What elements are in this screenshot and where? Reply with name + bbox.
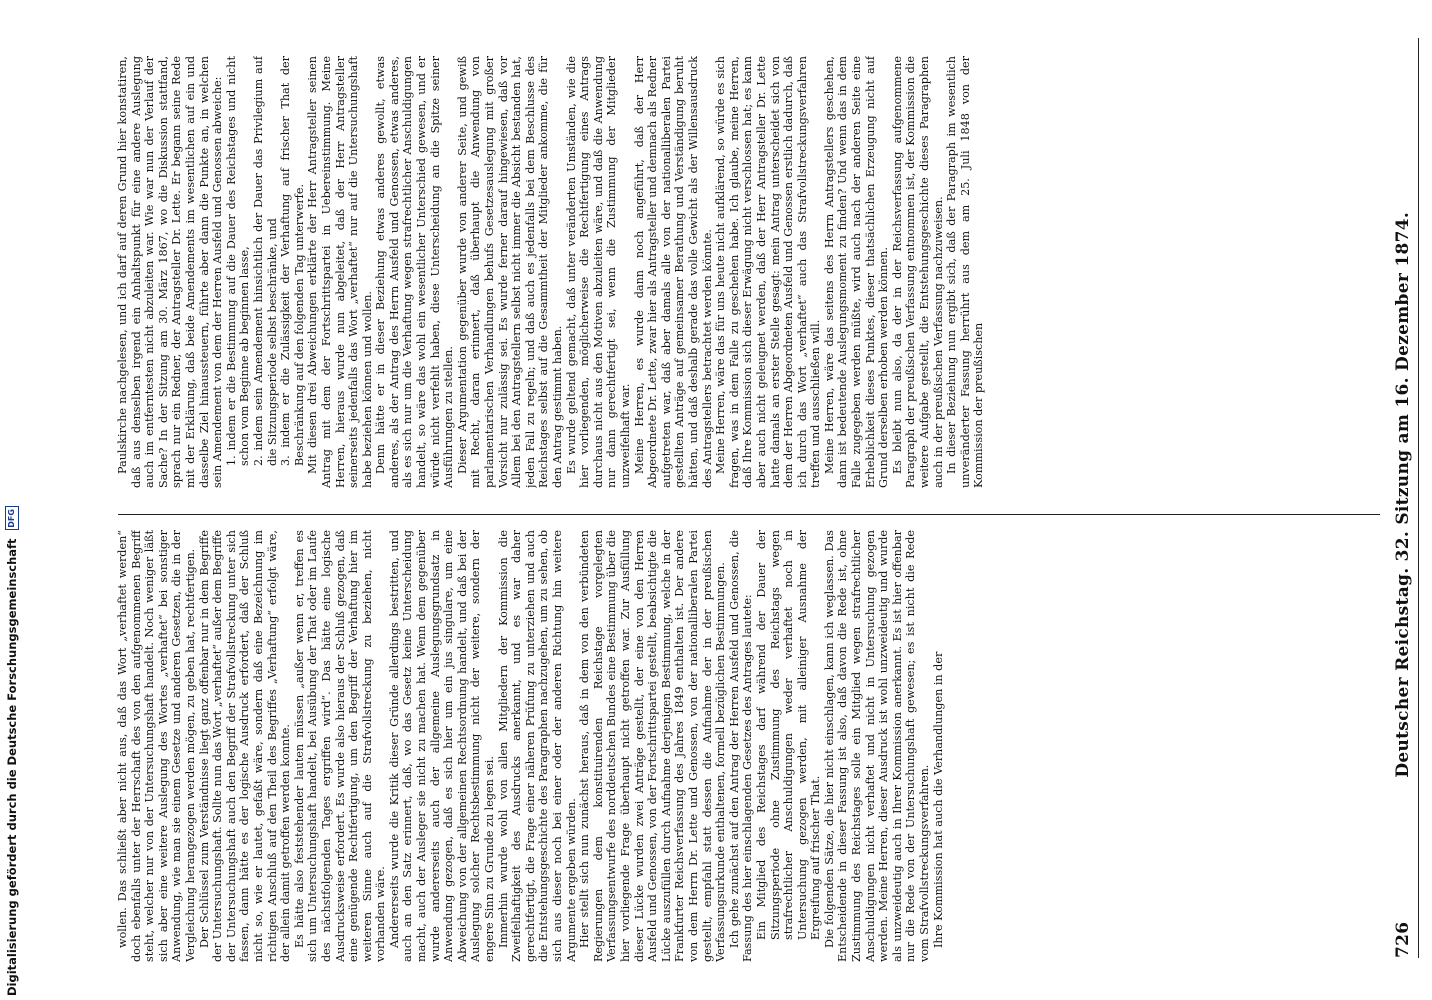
- paragraph: wollen. Das schließt aber nicht aus, daß das Wort „verhaftet werden“ doch ebenfalls unter der Herrschaft des von den aufgenommenen Begriff steht, welcher nur von der Untersuchungshaft handelt. Noch weniger läßt sich aber eine weitere Auslegung des Wortes „verhaftet“ bei sonstiger Anwendung, wie man sie einem Gesetze und anderen Gesetzen, die in der Vergleichung herangezogen werden mögen, zu geben hat, rechtfertigen.: [116, 530, 197, 962]
- page-header: [1388, 38, 1419, 958]
- paragraph: Es bleibt nun also, da der in der Reichsverfassung aufgenommene Paragraph der preußischen Verfassung entnommen ist, der Kommission die weitere Aufgabe gestellt, die Entstehungsgeschichte dieses Paragraphen auch in der preußischen Verfassung nachzuweisen.: [890, 56, 945, 488]
- digitization-note: Digitalisierung gefördert durch die Deutsche Forschungsgemeinschaft: [5, 538, 19, 996]
- running-title: Deutscher Reichstag. 32. Sitzung am 16. Dezember 1874.: [1393, 211, 1413, 778]
- paragraph: Paulskirche nachgelesen, und ich darf auf deren Grund hier konstatiren, daß aus denselben irgend ein Anhaltspunkt für eine andere Auslegung auch im entferntesten nicht abzuleiten war. Wie war nun der Verlauf der Sache? In der Sitzung am 30. März 1867, wo die Diskussion stattfand, sprach nur ein Redner, der Antragsteller Dr. Lette. Er begann seine Rede mit der Erklärung, daß beide Amendements im wesentlichen auf ein und dasselbe Ziel hinaussteuern, führte aber dann die Punkte an, in welchen sein Amendement von dem der Herren Ausfeld und Genossen abweiche:: [116, 56, 225, 488]
- paragraph: Andererseits wurde die Kritik dieser Gründe allerdings bestritten, und auch an den Satz erinnert, daß, wo das Gesetz keine Unterscheidung macht, auch der Ausleger sie nicht zu machen hat. Wenn dem gegenüber wurde andererseits auch der allgemeine Auslegungsgrundsatz in Anwendung gezogen, daß es sich hier um ein jus singulare, um eine Abweichung von der allgemeinen Rechtsordnung handelt, und daß bei der Auslegung solcher Rechtsbestimmung nicht der weitere, sondern der engere Sinn zu Grunde zu legen sei.: [387, 530, 497, 962]
- paragraph: In dieser Beziehung nun ergibt sich, daß der Paragraph im wesentlich unveränderter Fassung herrührt aus dem am 25. Juli 1848 von der Kommission der preußischen: [945, 56, 986, 488]
- list-item: 3. indem er die Zulässigkeit der Verhaftung auf frischer That der Beschränkung auf den folgenden Tag unterwerfe.: [279, 56, 306, 466]
- paragraph: Die folgenden Sätze, die hier nicht einschlagen, kann ich weglassen. Das Entscheidende in dieser Fassung ist also, daß davon die Rede ist, ohne Zustimmung des Reichstages solle ein Mitglied wegen strafrechtlicher Anschuldigungen nicht verhaftet und nicht in Untersuchung gezogen werden. Meine Herren, dieser Ausdruck ist wohl unzweideutig und wurde als unzweideutig auch in Ihrer Kommission anerkannt. Es ist hier offenbar nur die Rede von der Untersuchungshaft gewesen; es ist nicht die Rede vom Strafvollstreckungsverfahren.: [822, 530, 932, 962]
- dfg-logo: DFG: [5, 506, 19, 530]
- column-left: [116, 530, 1378, 962]
- column-divider: [118, 514, 1380, 515]
- paragraph: Es hätte also feststehender lauten müssen „außer wenn er, treffen es sich um Untersuchungshaft handelt, bei Ausübung der That oder im Laufe des nächstfolgenden Tages ergriffen wird“. Das hätte eine logische Ausdrucksweise erfordert. Es wurde also hieraus der Schluß gezogen, daß eine genügende Rechtfertigung, um den Begriff der Verhaftung hier im weiteren Sinne auch auf die Strafvollstreckung zu beziehen, nicht vorhanden wäre.: [292, 530, 388, 962]
- paragraph: Immerhin wurde wohl von allen Mitgliedern der Kommission die Zweifelhaftigkeit des Ausdrucks anerkannt, und es war daher gerechtfertigt, die Frage einer näheren Prüfung zu unterziehen und auch die Entstehungsgeschichte des Paragraphen nachzugehen, um zu sehen, ob sich aus dieser noch bei einer oder der anderen Richtung hin weitere Argumente ergeben würden.: [496, 530, 578, 962]
- column-right: [116, 56, 1378, 488]
- paragraph: Der Schlüssel zum Verständnisse liegt ganz offenbar nur in dem Begriffe der Untersuchungshaft. Sollte nun das Wort „verhaftet“ außer dem Begriffe der Untersuchungshaft auch den Begriff der Strafvollstreckung unter sich fassen, dann hätte es der logische Ausdruck erfordert, daß der Schluß nicht so, wie er lautet, gefaßt wäre, sondern daß eine Bezeichnung im richtigen Anschluß auf den Theil des Begriffes „Verhaftung“ erfolgt wäre, der allein damit getroffen werden konnte.: [197, 530, 293, 962]
- list-item: 1. indem er die Bestimmung auf die Dauer des Reichstages und nicht schon vom Beginne ab beginnen lasse,: [224, 56, 252, 466]
- paragraph: Ihre Kommission hat auch die Verhandlungen in der: [931, 651, 945, 948]
- paragraph: Ich gehe zunächst auf den Antrag der Herren Ausfeld und Genossen, die Fassung des hier einschlagenden Gesetzes des Antrages lautete:: [727, 530, 755, 962]
- paragraph: Mit diesen drei Abweichungen erklärte der Herr Antragsteller seinen Antrag mit dem der Fortschrittspartei in Uebereinstimmung. Meine Herren, hieraus wurde nun abgeleitet, daß der Herr Antragsteller seinerseits jedenfalls das Wort „verhaftet“ nur auf die Untersuchungshaft habe beziehen können und wollen.: [306, 56, 374, 488]
- quoted-article: Ein Mitglied des Reichstages darf während der Dauer der Sitzungsperiode ohne Zustimmung des Reichstags wegen strafrechtlicher Anschuldigungen weder verhaftet noch in Untersuchung gezogen werden, mit alleiniger Ausnahme der Ergreifung auf frischer That.: [754, 530, 823, 940]
- paragraph: Meine Herren, wäre das für uns heute nicht aufklärend, so würde es sich fragen, was in dem Falle zu geschehen habe. Ich glaube, meine Herren, daß Ihre Kommission sich dieser Erwägung nicht verschlossen hat; es kann aber auch nicht geleugnet werden, daß der Herr Antragsteller Dr. Lette hatte damals an erster Stelle gesagt: mein Antrag unterscheidet sich von dem der Herren Abgeordneten Ausfeld und Genossen erstlich dadurch, daß ich durch das Wort „verhaftet“ auch das Strafvollstreckungsverfahren treffen und ausschließen will.: [714, 56, 823, 488]
- page-number: 726: [1393, 921, 1413, 958]
- digitization-footer: [0, 0, 24, 1000]
- paragraph: Meine Herren, wäre das seitens des Herrn Antragstellers geschehen, dann ist bedeutende Auslegungsmoment zu finden? Und wenn das in dem Falle zugegeben werden müßte, wird auch nach der anderen Seite eine Erheblichkeit dieses Punktes, dieser thatsächlichen Erzeugung nicht auf Grund derselben erhoben werden können.: [822, 56, 891, 488]
- paragraph: Es wurde geltend gemacht, daß unter veränderten Umständen, wie die hier vorliegenden, möglicherweise die Rechtfertigung eines Antrags durchaus nicht aus den Motiven abzuleiten wäre, und daß die Anwendung nur dann gerechtfertigt sei, wenn die Zustimmung der Mitglieder unzweifelhaft war.: [564, 56, 632, 488]
- list-item: 2. indem sein Amendement hinsichtlich der Dauer das Privilegium auf die Sitzungsperiode selbst beschränke, und: [251, 56, 279, 466]
- paragraph: Dieser Argumentation gegenüber wurde von anderer Seite, und gewiß mit Recht, daran erinnert, daß überhaupt die Anwendung von parlamentarischen Verhandlungen behufs Gesetzesauslegung mit großer Vorsicht nur zulässig sei. Es wurde ferner darauf hingewiesen, daß vor Allem bei den Antragstellern selbst nicht immer die Absicht bestanden hat, jeden Fall zu regeln; und daß auch es jedenfalls bei dem Beschlusse des Reichstages selbst auf die Gesammtheit der Mitglieder ankomme, die für den Antrag gestimmt haben.: [455, 56, 564, 488]
- paragraph: Hier stellt sich nun zunächst heraus, daß in dem von den verbündeten Regierungen dem konstituirenden Reichstage vorgelegten Verfassungsentwurfe des norddeutschen Bundes eine Bestimmung über die hier vorliegende Frage überhaupt nicht getroffen war. Zur Ausfüllung dieser Lücke wurden zwei Anträge gestellt, der eine von den Herren Ausfeld und Genossen, von der Fortschrittspartei gestellt, beabsichtigte die Lücke auszufüllen durch Aufnahme derjenigen Bestimmung, welche in der Frankfurter Reichsverfassung des Jahres 1849 enthalten ist. Der andere von dem Herrn Dr. Lette und Genossen, von der nationalliberalen Partei gestellt, empfahl statt dessen die Aufnahme der in der preußischen Verfassungsurkunde enthaltenen, formell bezüglichen Bestimmungen.: [578, 530, 728, 962]
- paragraph: Meine Herren, es wurde dann noch angeführt, daß der Herr Abgeordnete Dr. Lette, zwar hier als Antragsteller und demnach als Redner aufgetreten war, daß aber damals alle von der nationalliberalen Partei gestellten Anträge auf gemeinsamer Berathung und Verständigung beruht hätten, und daß deshalb gerade das volle Gewicht als der Willensausdruck des Antragstellers betrachtet werden könnte.: [632, 56, 714, 488]
- paragraph: Denn hätte er in dieser Beziehung etwas anderes gewollt, etwas anderes, als der Antrag des Herrn Ausfeld und Genossen, etwas anderes, als es sich nur um die Verhaftung wegen strafrechtlicher Anschuldigungen handelt, so wäre das wohl ein wesentlicher Unterschied gewesen, und er würde nicht verfehlt haben, diese Unterscheidung an die Spitze seiner Ausführungen zu stellen.: [374, 56, 456, 488]
